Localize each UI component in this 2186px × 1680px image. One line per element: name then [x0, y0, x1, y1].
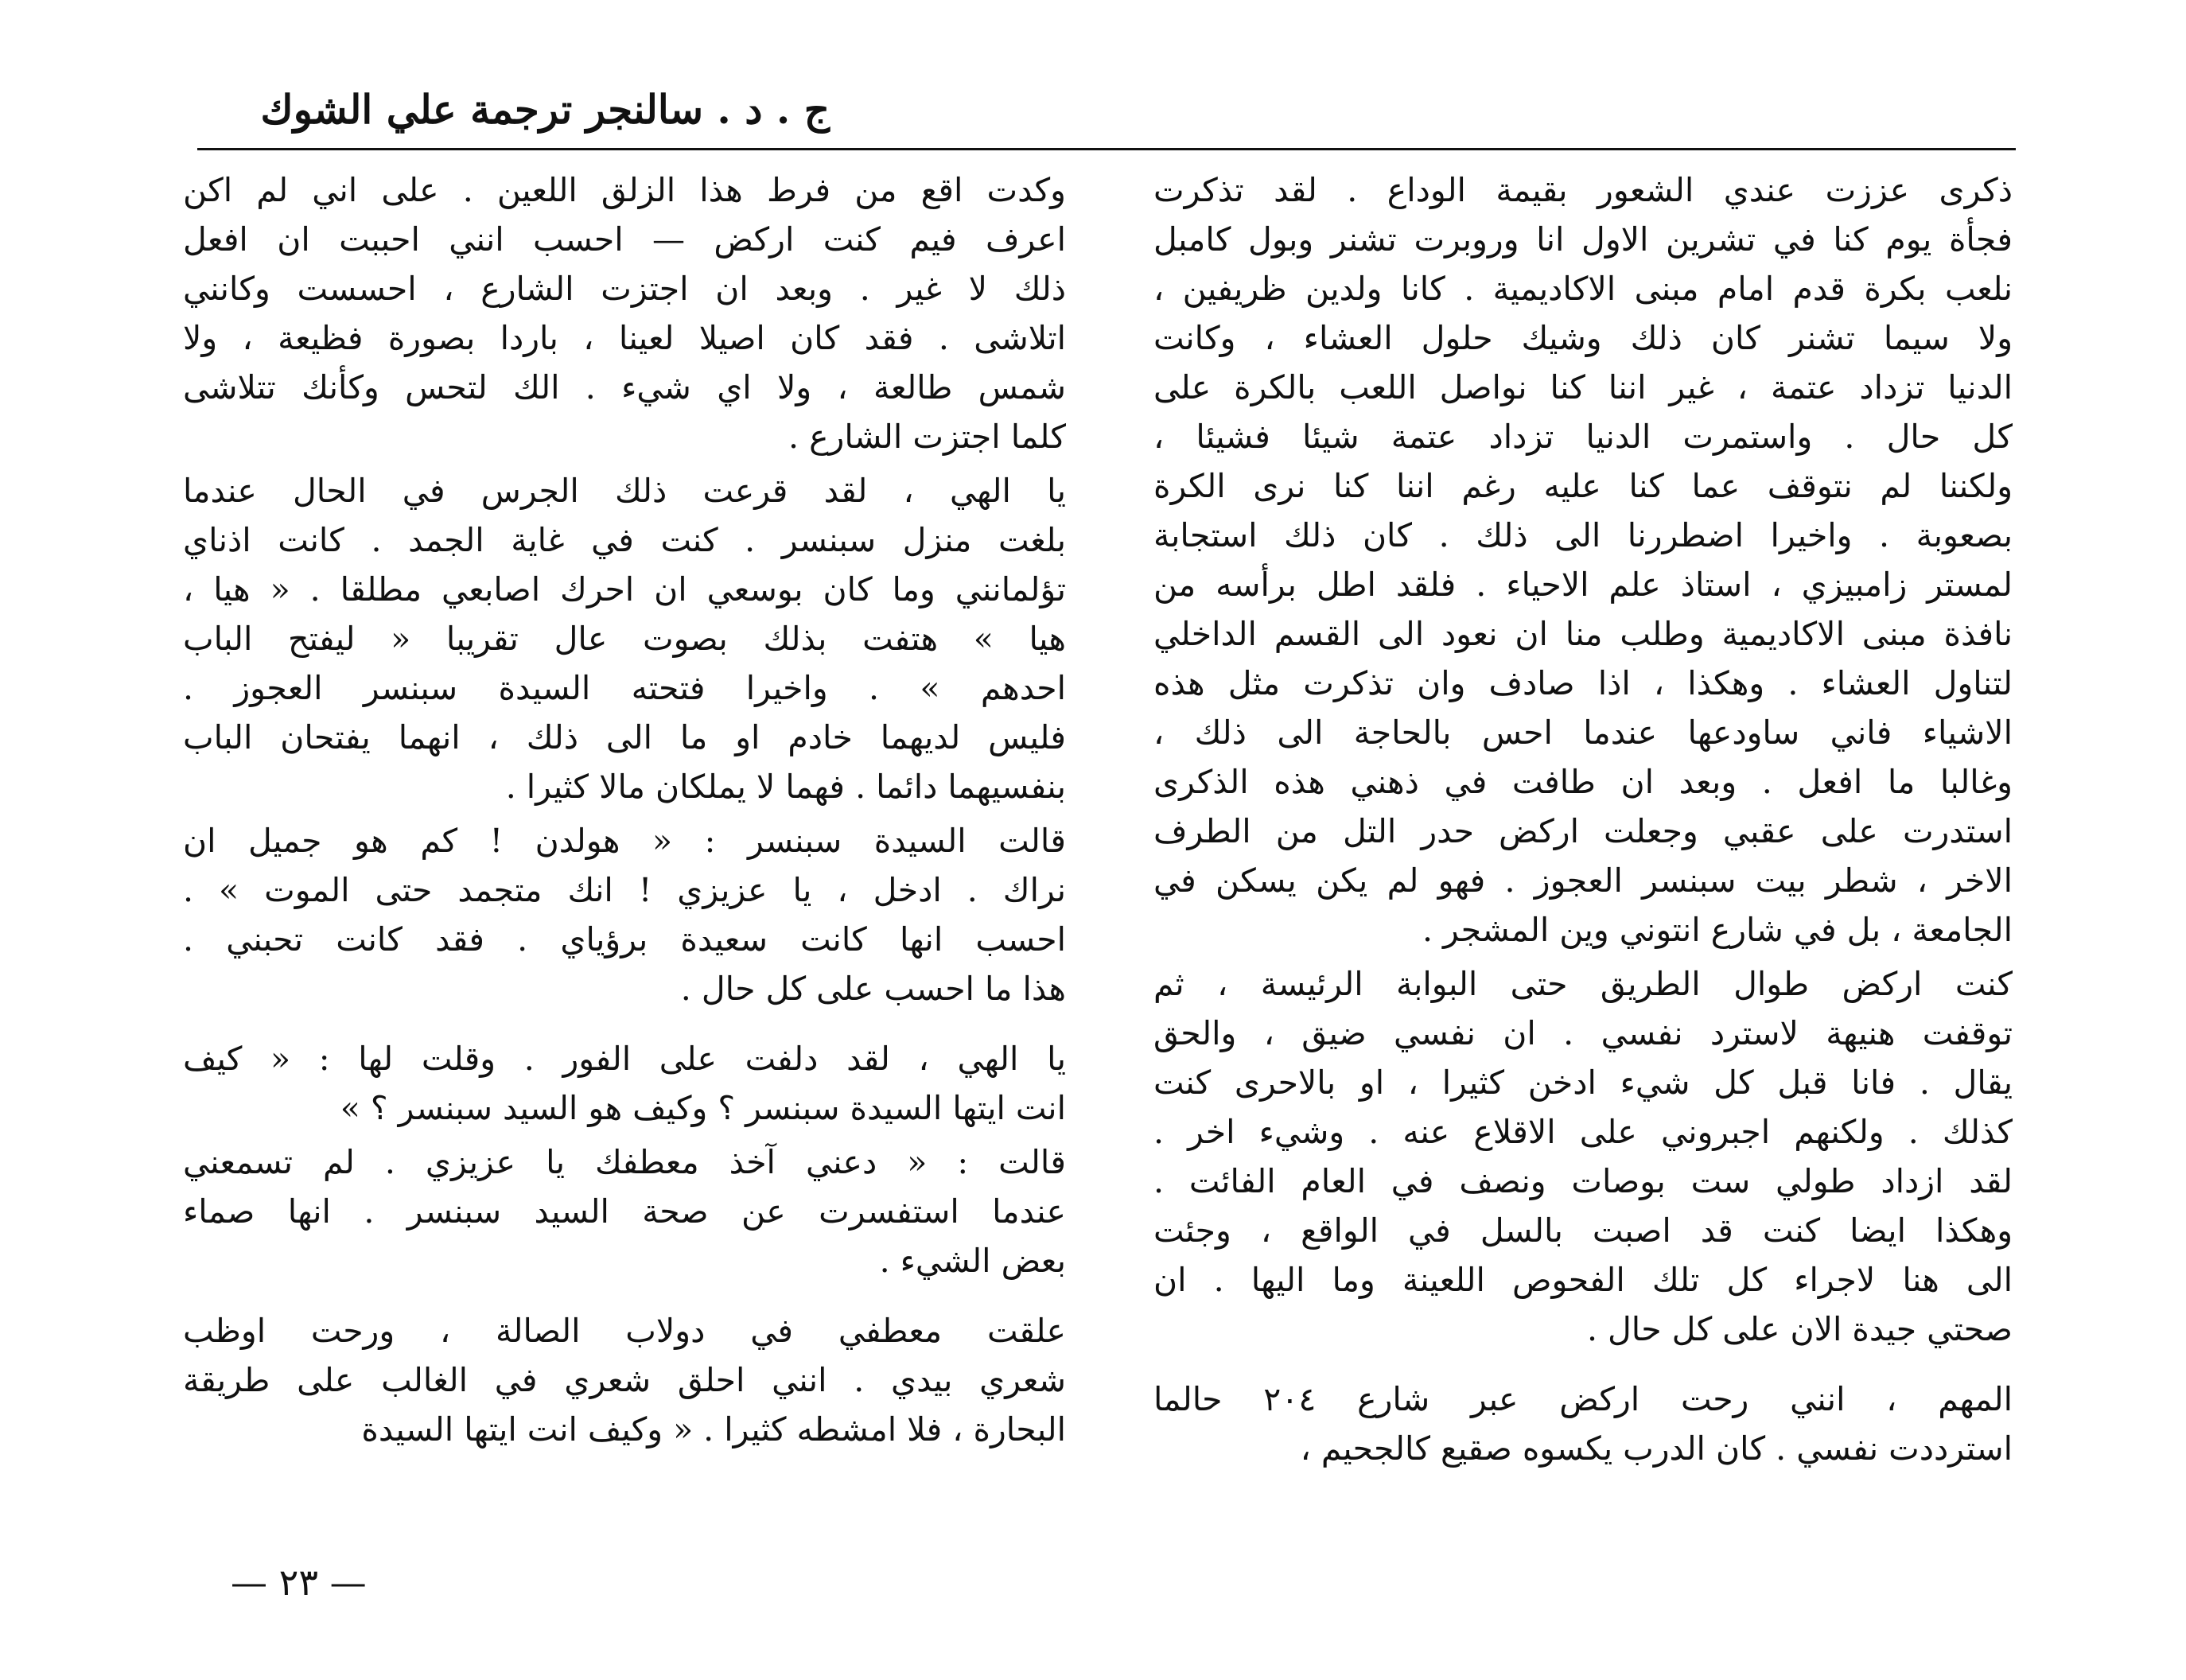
text-line: نلعب بكرة قدم امام مبنى الاكاديمية . كانا ولدين ظريفين ، — [1153, 270, 2013, 308]
text-line: المهم ، انني رحت اركض عبر شارع ٢٠٤ حالما — [1153, 1380, 2013, 1418]
text-line: يا الهي ، لقد دلفت على الفور . وقلت لها : « كيف — [183, 1040, 1066, 1078]
text-line: وغالبا ما افعل . وبعد ان طافت في ذهني هذه الذكرى — [1153, 763, 2013, 801]
text-line: كذلك . ولكنهم اجبروني على الاقلاع عنه . وشيء اخر . — [1153, 1113, 2013, 1151]
text-line: بعض الشيء . — [879, 1242, 1066, 1280]
text-line: كل حال . واستمرت الدنيا تزداد عتمة شيئا فشيئا ، — [1153, 418, 2013, 456]
text-line: توقفت هنيهة لاسترد نفسي . ان نفسي ضيق ، والحق — [1153, 1014, 2013, 1052]
paragraph — [183, 1138, 1066, 1285]
text-line: نراك . ادخل ، يا عزيزي ! انك متجمد حتى الموت » . — [183, 871, 1066, 909]
text-line: كنت اركض طوال الطريق حتى البوابة الرئيسة ، ثم — [1153, 965, 2013, 1003]
text-line: ذلك لا غير . وبعد ان اجتزت الشارع ، احسست وكانني — [183, 270, 1066, 308]
text-line: الجامعة ، بل في شارع انتوني وين المشجر . — [1422, 911, 2013, 949]
text-line: شمس طالعة ، ولا اي شيء . الك لتحس وكأنك تتلاشى — [183, 368, 1066, 406]
text-line: وكدت اقع من فرط هذا الزلق اللعين . على اني لم اكن — [183, 171, 1066, 209]
text-line: بلغت منزل سبنسر . كنت في غاية الجمد . كانت اذناي — [183, 521, 1066, 559]
text-line: تؤلمانني وما كان بوسعي ان احرك اصابعي مطلقا . « هيا ، — [183, 570, 1066, 609]
text-line: لتناول العشاء . وهكذا ، اذا صادف وان تذكرت مثل هذه — [1153, 664, 2013, 702]
text-line: بنفسيهما دائما . فهما لا يملكان مالا كثيرا . — [505, 768, 1066, 806]
paragraph — [183, 816, 1066, 1013]
text-line: فليس لديهما خادم او ما الى ذلك ، انهما يفتحان الباب — [183, 718, 1066, 756]
text-line: عندما استفسرت عن صحة السيد سبنسر . انها صماء — [183, 1192, 1066, 1231]
text-line: لقد ازداد طولي ست بوصات ونصف في العام الفائت . — [1153, 1162, 2013, 1200]
text-line: بصعوبة . واخيرا اضطررنا الى ذلك . كان ذلك استجابة — [1153, 516, 2013, 554]
text-line: علقت معطفي في دولاب الصالة ، ورحت اوظب — [183, 1312, 1066, 1350]
text-line: الاشياء فاني ساودعها عندما احس بالحاجة الى ذلك ، — [1153, 714, 2013, 752]
paragraph — [183, 165, 1066, 461]
text-line: هيا » هتفت بذلك بصوت عال تقريبا « ليفتح الباب — [183, 620, 1066, 658]
right-text-column — [1153, 165, 2013, 1478]
text-line: الاخر ، شطر بيت سبنسر العجوز . فهو لم يكن يسكن في — [1153, 861, 2013, 900]
text-line: قالت السيدة سبنسر : « هولدن ! كم هو جميل ان — [183, 822, 1066, 860]
text-line: نافذة مبنى الاكاديمية وطلب منا ان نعود الى القسم الداخلي — [1153, 615, 2013, 653]
paragraph — [183, 1306, 1066, 1454]
text-line: الى هنا لاجراء كل تلك الفحوص اللعينة وما اليها . ان — [1153, 1261, 2013, 1299]
page-number: — ٢٣ — — [231, 1561, 367, 1604]
text-line: احدهم » . واخيرا فتحته السيدة سبنسر العجوز . — [183, 669, 1066, 707]
text-line: شعري بيدي . انني احلق شعري في الغالب على طريقة — [183, 1361, 1066, 1399]
text-line: استدرت على عقبي وجعلت اركض حدر التل من الطرف — [1153, 812, 2013, 850]
text-line: الدنيا تزداد عتمة ، غير اننا كنا نواصل اللعب بالكرة على — [1153, 368, 2013, 406]
text-line: يا الهي ، لقد قرعت ذلك الجرس في الحال عندما — [183, 472, 1066, 510]
paragraph — [183, 466, 1066, 811]
text-line: صحتي جيدة الان على كل حال . — [1586, 1310, 2013, 1348]
paragraph — [1153, 1375, 2013, 1473]
text-line: فجأة يوم كنا في تشرين الاول انا وروبرت تشنر وبول كامبل — [1153, 220, 2013, 259]
text-line: يقال . فانا قبل كل شيء ادخن كثيرا ، او بالاحرى كنت — [1153, 1064, 2013, 1102]
running-head: ج . د . سالنجر ترجمة علي الشوك — [260, 86, 830, 133]
text-line: انت ايتها السيدة سبنسر ؟ وكيف هو السيد سبنسر ؟ » — [340, 1089, 1066, 1127]
text-line: ولكننا لم نتوقف عما كنا عليه رغم اننا كنا نرى الكرة — [1153, 467, 2013, 505]
text-line: قالت : « دعني آخذ معطفك يا عزيزي . لم تسمعني — [183, 1143, 1066, 1181]
text-line: لمستر زامبيزي ، استاذ علم الاحياء . فلقد اطل برأسه من — [1153, 566, 2013, 604]
text-line: احسب انها كانت سعيدة برؤياي . فقد كانت تحبني . — [183, 920, 1066, 959]
text-line: استرددت نفسي . كان الدرب يكسوه صقيع كالجحيم ، — [1300, 1429, 2013, 1468]
header-rule — [197, 148, 2016, 150]
text-line: البحارة ، فلا امشطه كثيرا . « وكيف انت ايتها السيدة — [361, 1410, 1066, 1449]
text-line: وهكذا ايضا كنت قد اصبت بالسل في الواقع ، وجئت — [1153, 1211, 2013, 1250]
text-line: اعرف فيم كنت اركض — احسب انني احببت ان افعل — [183, 220, 1066, 259]
text-line: ذكرى عززت عندي الشعور بقيمة الوداع . لقد تذكرت — [1153, 171, 2013, 209]
left-text-column — [183, 165, 1066, 1459]
text-line: اتلاشى . فقد كان اصيلا لعينا ، باردا بصورة فظيعة ، ولا — [183, 319, 1066, 357]
paragraph — [183, 1034, 1066, 1133]
text-line: ولا سيما تشنر كان ذلك وشيك حلول العشاء ، وكانت — [1153, 319, 2013, 357]
paragraph — [1153, 959, 2013, 1354]
text-line: هذا ما احسب على كل حال . — [680, 970, 1066, 1008]
paragraph — [1153, 165, 2013, 955]
text-line: كلما اجتزت الشارع . — [788, 418, 1066, 456]
